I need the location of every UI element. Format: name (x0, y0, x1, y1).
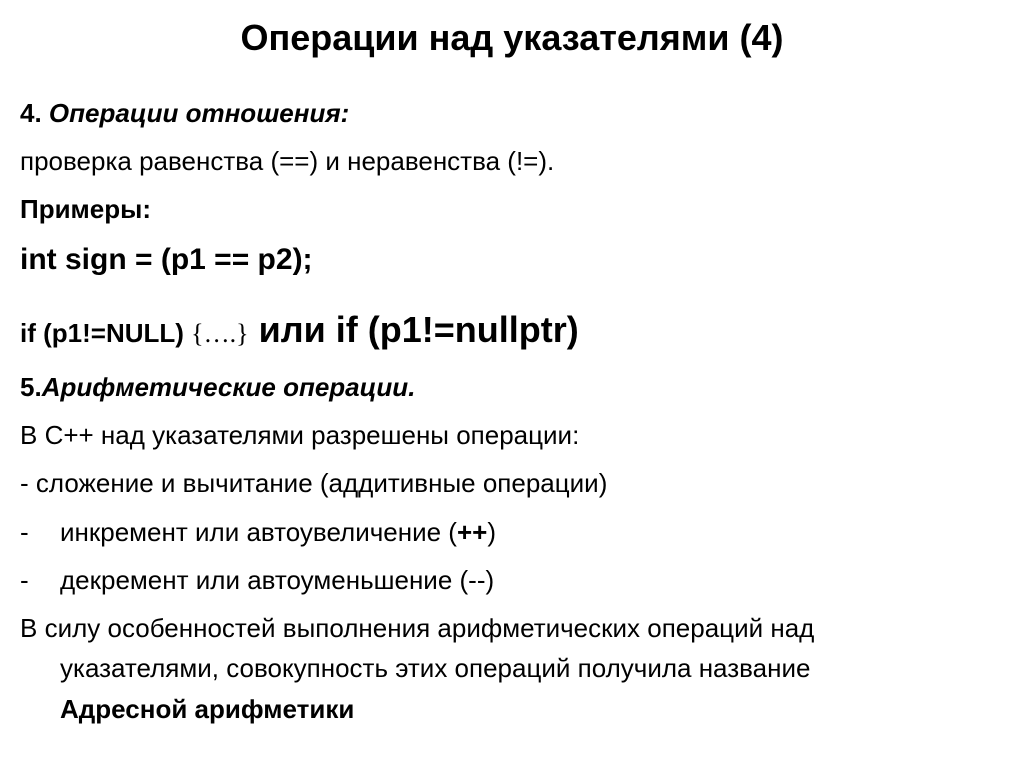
list-item-addition: - сложение и вычитание (аддитивные операции) (20, 468, 608, 498)
code-example-2 (20, 310, 579, 354)
list-item-increment-text: инкремент или автоувеличение ( (60, 517, 457, 547)
list-dash: - (20, 517, 29, 547)
section5-intro: В С++ над указателями разрешены операции: (20, 420, 580, 450)
conclusion-line-1: В силу особенностей выполнения арифметических операций над (20, 613, 815, 643)
section4-number: 4. (20, 98, 42, 128)
code-example-2-braces: {….} (191, 319, 249, 348)
section5-title: Арифметические операции. (41, 372, 416, 402)
section4-heading (20, 96, 349, 130)
section4-description: проверка равенства (==) и неравенства (!=). (20, 146, 555, 176)
examples-label: Примеры: (20, 194, 151, 224)
increment-operator: ++ (456, 517, 488, 547)
code-example-1: int sign = (p1 == p2); (20, 243, 313, 276)
section5-number: 5. (20, 372, 42, 402)
conclusion-term: Адресной арифметики (60, 694, 355, 724)
code-example-2-if: if (p1!=NULL) (20, 318, 192, 348)
list-item-increment-close: ) (487, 517, 497, 547)
conclusion-line-2: указателями, совокупность этих операций получила название (60, 653, 811, 683)
slide-title: Операции над указателями (4) (240, 17, 784, 58)
list-item-increment (20, 515, 496, 549)
section4-title: Операции отношения: (41, 98, 350, 128)
list-item-decrement (20, 563, 494, 597)
code-example-2-alt: или if (p1!=nullptr) (248, 309, 579, 350)
section5-heading (20, 370, 415, 404)
list-item-decrement-text: декремент или автоуменьшение (--) (60, 565, 495, 595)
list-dash: - (20, 565, 29, 595)
